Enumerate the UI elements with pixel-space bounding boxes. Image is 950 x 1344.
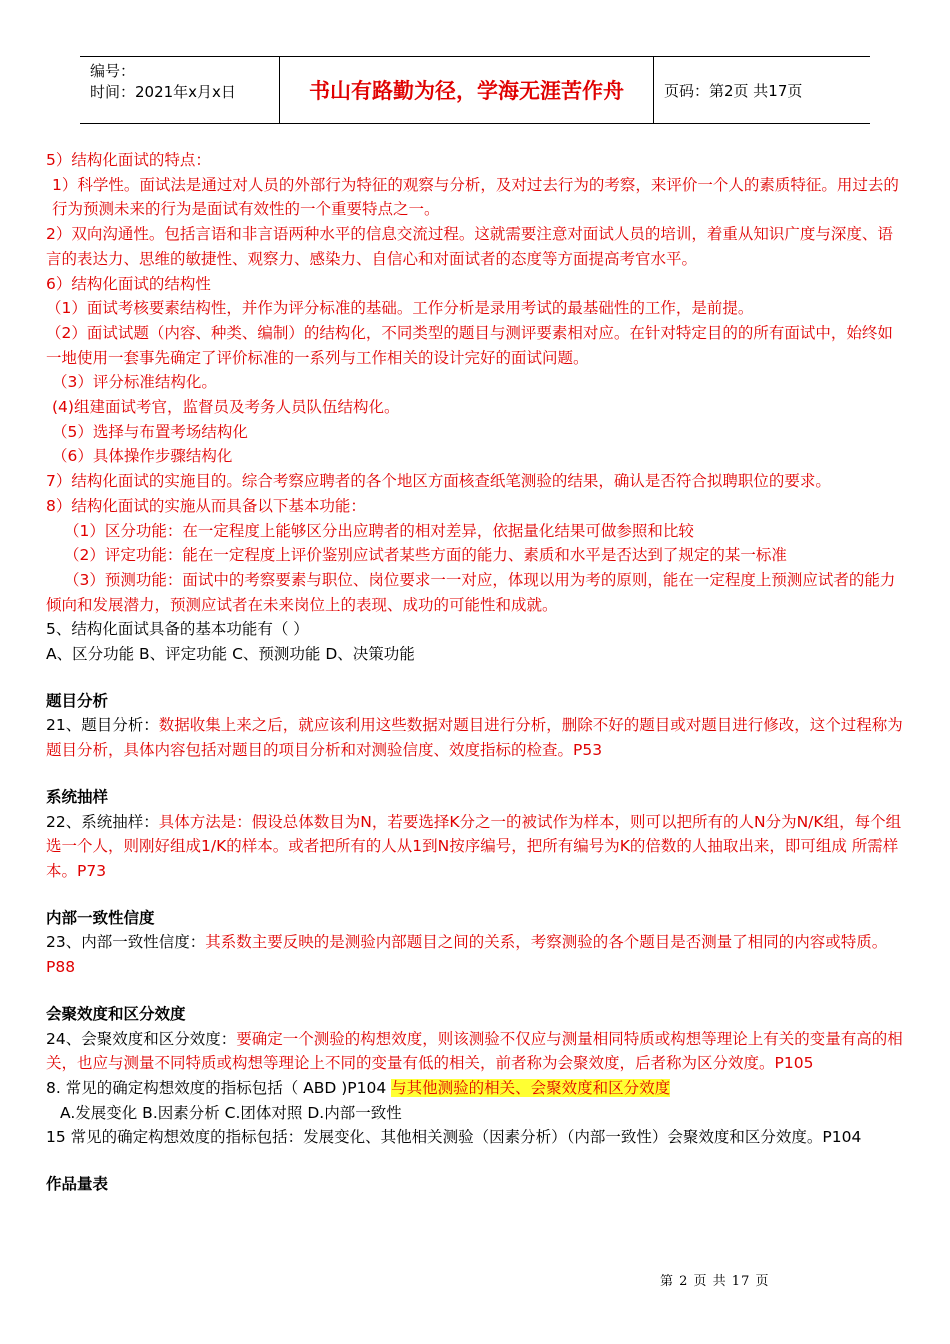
text-line: (4)组建面试考官，监督员及考务人员队伍结构化。: [52, 398, 400, 417]
header-motto: 书山有路勤为径，学海无涯苦作舟: [280, 57, 654, 123]
text-line: （5）选择与布置考场结构化: [52, 422, 248, 441]
section-heading: 题目分析: [46, 691, 109, 710]
header-time-label: 时间：2021年x月x日: [90, 83, 236, 101]
definition-label: 24、会聚效度和区分效度：: [46, 1029, 237, 1048]
definition-body: 具体方法是：假设总体数目为N，若要选择K分之一的被试作为样本，则可以把所有的人N分为N/K组，每个组选一个人，则刚好组成1/K的样本。或者把所有的人从1到N按序编号，把所有编号为K的倍数的人抽取出来，即可组成 所需样本。P73: [46, 812, 902, 880]
definition-paragraph: [46, 810, 908, 884]
text-line: 2）双向沟通性。包括言语和非言语两种水平的信息交流过程。这就需要注意对面试人员的培训，着重从知识广度与深度、语言的表达力、思维的敏捷性、观察力、感染力、自信心和对面试者的态度等方面提高考官水平。: [46, 225, 893, 268]
question-line: 5、结构化面试具备的基本功能有（ ）: [46, 620, 309, 639]
page-footer: 第 2 页 共 17 页: [660, 1274, 770, 1289]
definition-body: 要确定一个测验的构想效度，则该测验不仅应与测量相同特质或构想等理论上有关的变量有高的相关，也应与测量不同特质或构想等理论上不同的变量有低的相关，前者称为会聚效度，后者称为区分效度。P105: [46, 1029, 903, 1073]
header-page-info: 页码：第2页 共17页: [664, 81, 803, 100]
question-text: 8. 常见的确定构想效度的指标包括（ ABD )P104: [46, 1078, 392, 1097]
section-heading: 系统抽样: [46, 787, 109, 806]
text-line: （1）面试考核要素结构性，并作为评分标准的基础。工作分析是录用考试的最基础性的工作，是前提。: [46, 299, 754, 318]
question-options: A.发展变化 B.因素分析 C.团体对照 D.内部一致性: [60, 1103, 402, 1122]
document-body: [46, 148, 908, 1197]
text-line: （1）区分功能：在一定程度上能够区分出应聘者的相对差异，依据量化结果可做参照和比较: [64, 521, 694, 540]
text-line: 6）结构化面试的结构性: [46, 274, 211, 293]
definition-body: 其系数主要反映的是测验内部题目之间的关系，考察测验的各个题目是否测量了相同的内容或特质。P88: [46, 933, 888, 977]
question-line: 15 常见的确定构想效度的指标包括：发展变化、其他相关测验（因素分析）（内部一致性）会聚效度和区分效度。P104: [46, 1128, 862, 1147]
text-line: 5）结构化面试的特点：: [46, 151, 211, 169]
text-line: （6）具体操作步骤结构化: [52, 447, 233, 466]
text-line: [46, 568, 908, 617]
header-number-label: 编号：: [90, 62, 136, 80]
section-heading: 会聚效度和区分效度: [46, 1004, 186, 1023]
section-heading: 内部一致性信度: [46, 908, 155, 927]
question-options: A、区分功能 B、评定功能 C、预测功能 D、决策功能: [46, 645, 415, 664]
page-header: [80, 56, 870, 124]
text-line: 1）科学性。面试法是通过对人员的外部行为特征的观察与分析，及对过去行为的考察，来评价一个人的素质特征。用过去的行为预测未来的行为是面试有效性的一个重要特点之一。: [52, 175, 899, 219]
text-line: （3）评分标准结构化。: [52, 373, 217, 392]
question-line: [46, 1076, 908, 1101]
highlighted-answer: 与其他测验的相关、会聚效度和区分效度: [391, 1078, 671, 1097]
text-line: 8）结构化面试的实施从而具备以下基本功能：: [46, 496, 366, 515]
definition-body: 数据收集上来之后，就应该利用这些数据对题目进行分析，删除不好的题目或对题目进行修改，这个过程称为题目分析，具体内容包括对题目的项目分析和对测验信度、效度指标的检查。P53: [46, 716, 903, 760]
text-line-inner: （3）预测功能：面试中的考察要素与职位、岗位要求一一对应，体现以用为考的原则，能在一定程度上预测应试者的能力倾向和发展潜力，预测应试者在未来岗位上的表现、成功的可能性和成就。: [46, 570, 896, 614]
definition-label: 23、内部一致性信度：: [46, 933, 206, 952]
definition-paragraph: [46, 1027, 908, 1076]
section-heading: 作品量表: [46, 1175, 109, 1194]
definition-label: 21、题目分析：: [46, 716, 159, 735]
text-line: （2）评定功能：能在一定程度上评价鉴别应试者某些方面的能力、素质和水平是否达到了规定的某一标准: [64, 546, 787, 565]
text-line: 7）结构化面试的实施目的。综合考察应聘者的各个地区方面核查纸笔测验的结果，确认是否符合拟聘职位的要求。: [46, 472, 831, 491]
definition-paragraph: [46, 930, 908, 979]
text-line: （2）面试试题（内容、种类、编制）的结构化，不同类型的题目与测评要素相对应。在针对特定目的的所有面试中，始终如一地使用一套事先确定了评价标准的一系列与工作相关的设计完好的面试问题。: [46, 323, 893, 367]
header-meta: [80, 57, 280, 123]
definition-label: 22、系统抽样：: [46, 812, 159, 831]
definition-paragraph: [46, 713, 908, 762]
